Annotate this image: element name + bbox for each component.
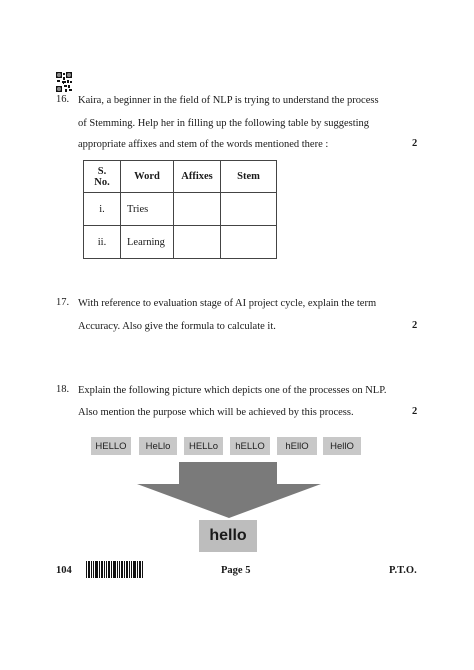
question-number: 16. xyxy=(56,94,70,105)
table-cell: i. xyxy=(84,193,121,226)
marks-label: 2 xyxy=(412,138,418,149)
paper-code: 104 xyxy=(56,565,72,576)
word-variant-box: HellO xyxy=(323,437,361,455)
question-text-line: With reference to evaluation stage of AI project cycle, explain the term xyxy=(78,298,377,309)
question-number: 18. xyxy=(56,384,70,395)
stemming-table xyxy=(83,160,277,259)
table-cell xyxy=(221,226,277,259)
column-header: S. No. xyxy=(84,161,121,193)
question-text-line: Explain the following picture which depicts one of the processes on NLP. xyxy=(78,385,387,396)
question-number: 17. xyxy=(56,297,70,308)
pto-label: P.T.O. xyxy=(389,565,417,576)
table-row xyxy=(84,193,277,226)
question-text-line: Accuracy. Also give the formula to calculate it. xyxy=(78,321,276,332)
barcode-icon xyxy=(86,561,144,578)
down-arrow-icon xyxy=(137,462,321,518)
word-variant-box: hELLO xyxy=(230,437,270,455)
column-header: Affixes xyxy=(174,161,221,193)
table-cell: ii. xyxy=(84,226,121,259)
marks-label: 2 xyxy=(412,406,418,417)
page-number: Page 5 xyxy=(221,565,251,576)
normalized-word-box: hello xyxy=(199,520,257,552)
question-text-line: Also mention the purpose which will be achieved by this process. xyxy=(78,407,354,418)
table-cell: Learning xyxy=(121,226,174,259)
table-row xyxy=(84,226,277,259)
word-variant-box: HELLO xyxy=(91,437,131,455)
marks-label: 2 xyxy=(412,320,418,331)
table-cell xyxy=(221,193,277,226)
question-text-line: Kaira, a beginner in the field of NLP is trying to understand the process xyxy=(78,95,379,106)
question-text-line: appropriate affixes and stem of the words mentioned there : xyxy=(78,139,329,150)
table-cell xyxy=(174,193,221,226)
table-cell: Tries xyxy=(121,193,174,226)
word-variant-box: hEllO xyxy=(277,437,317,455)
word-variant-box: HELLo xyxy=(184,437,223,455)
question-text-line: of Stemming. Help her in filling up the following table by suggesting xyxy=(78,118,370,129)
column-header: Word xyxy=(121,161,174,193)
column-header: Stem xyxy=(221,161,277,193)
qr-code-icon xyxy=(56,72,72,92)
table-cell xyxy=(174,226,221,259)
word-variant-box: HeLlo xyxy=(139,437,177,455)
table-header-row xyxy=(84,161,277,193)
